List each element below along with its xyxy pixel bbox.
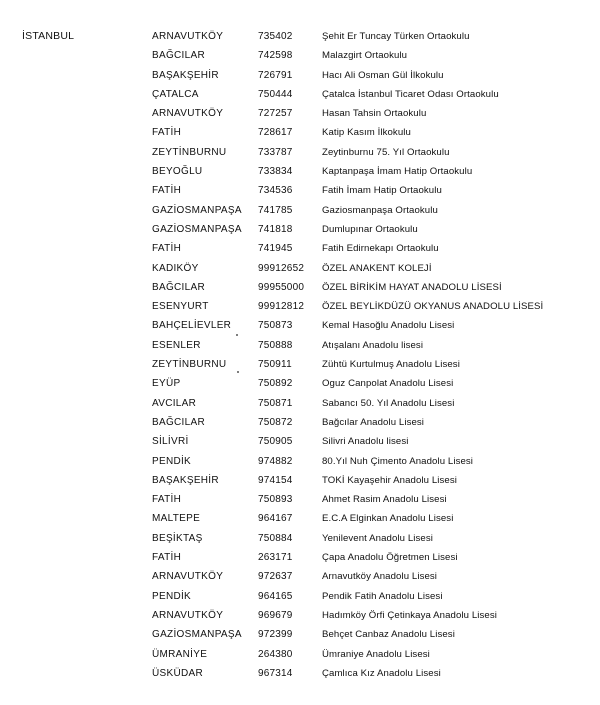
institution-code-cell: 974882 — [258, 455, 293, 467]
school-name-cell: ÖZEL ANAKENT KOLEJİ — [322, 262, 432, 274]
district-cell: KADIKÖY — [152, 262, 199, 274]
table-row — [0, 182, 600, 201]
district-cell: ARNAVUTKÖY — [152, 571, 224, 583]
school-name-cell: Oguz Canpolat Anadolu Lisesi — [322, 378, 454, 390]
school-name-cell: Çatalca İstanbul Ticaret Odası Ortaokulu — [322, 88, 499, 100]
table-row — [0, 607, 600, 626]
institution-code-cell: 969679 — [258, 609, 293, 621]
school-name-cell: ÖZEL BİRİKİM HAYAT ANADOLU LİSESİ — [322, 281, 502, 293]
institution-code-cell: 750884 — [258, 532, 293, 544]
school-name-cell: Atışalanı Anadolu lisesi — [322, 339, 424, 351]
school-name-cell: Silivri Anadolu lisesi — [322, 436, 409, 448]
table-row — [0, 105, 600, 124]
school-name-cell: 80.Yıl Nuh Çimento Anadolu Lisesi — [322, 455, 474, 467]
school-name-cell: Fatih İmam Hatip Ortaokulu — [322, 185, 442, 197]
district-cell: FATİH — [152, 552, 182, 564]
table-row — [0, 260, 600, 279]
district-cell: ÜMRANİYE — [152, 648, 208, 660]
table-row — [0, 221, 600, 240]
district-cell: ESENYURT — [152, 301, 209, 313]
table-row — [0, 375, 600, 394]
table-row — [0, 86, 600, 105]
school-name-cell: Şehit Er Tuncay Türken Ortaokulu — [322, 31, 470, 42]
institution-code-cell: 264380 — [258, 648, 293, 660]
school-name-cell: TOKİ Kayaşehir Anadolu Lisesi — [322, 474, 457, 486]
institution-code-cell: 733834 — [258, 166, 293, 178]
institution-code-cell: 735402 — [258, 31, 293, 42]
district-cell: ZEYTİNBURNU — [152, 359, 227, 371]
table-row — [0, 163, 600, 182]
table-row — [0, 240, 600, 259]
institution-code-cell: 750872 — [258, 416, 293, 428]
district-cell: EYÜP — [152, 378, 181, 390]
district-cell: FATİH — [152, 494, 182, 506]
district-cell: BEŞİKTAŞ — [152, 532, 203, 544]
institution-code-cell: 741785 — [258, 204, 293, 216]
school-name-cell: Katip Kasım İlkokulu — [322, 127, 411, 139]
institution-code-cell: 99955000 — [258, 281, 305, 293]
table-row — [0, 549, 600, 568]
institution-code-cell: 726791 — [258, 69, 293, 81]
table-row — [0, 530, 600, 549]
district-cell: BAĞCILAR — [152, 50, 205, 62]
scan-speck — [237, 371, 239, 373]
institution-code-cell: 741818 — [258, 223, 293, 235]
district-cell: GAZİOSMANPAŞA — [152, 204, 242, 216]
district-cell: AVCILAR — [152, 397, 197, 409]
district-cell: FATİH — [152, 243, 182, 255]
school-name-cell: Behçet Canbaz Anadolu Lisesi — [322, 629, 455, 641]
district-cell: PENDİK — [152, 455, 192, 467]
institution-code-cell: 750888 — [258, 339, 293, 351]
table-row — [0, 453, 600, 472]
institution-code-cell: 972399 — [258, 629, 293, 641]
institution-code-cell: 750905 — [258, 436, 293, 448]
institution-code-cell: 974154 — [258, 474, 293, 486]
district-cell: PENDİK — [152, 590, 192, 602]
institution-code-cell: 750911 — [258, 359, 292, 371]
table-row — [0, 47, 600, 66]
school-name-cell: Çapa Anadolu Öğretmen Lisesi — [322, 552, 458, 564]
school-name-cell: Hasan Tahsin Ortaokulu — [322, 108, 427, 120]
table-row — [0, 395, 600, 414]
school-name-cell: Zühtü Kurtulmuş Anadolu Lisesi — [322, 359, 460, 371]
district-cell: ÇATALCA — [152, 88, 199, 100]
district-cell: ARNAVUTKÖY — [152, 609, 224, 621]
table-row — [0, 510, 600, 529]
institution-code-cell: 99912652 — [258, 262, 305, 274]
city-label: İSTANBUL — [22, 30, 75, 42]
table-row — [0, 626, 600, 645]
district-cell: GAZİOSMANPAŞA — [152, 629, 242, 641]
school-name-cell: Arnavutköy Anadolu Lisesi — [322, 571, 438, 583]
school-name-cell: Sabancı 50. Yıl Anadolu Lisesi — [322, 397, 455, 409]
district-cell: ARNAVUTKÖY — [152, 108, 224, 120]
institution-code-cell: 741945 — [258, 243, 293, 255]
district-cell: FATİH — [152, 127, 182, 139]
school-name-cell: Pendik Fatih Anadolu Lisesi — [322, 590, 443, 602]
institution-code-cell: 734536 — [258, 185, 293, 197]
school-name-cell: Fatih Edirnekapı Ortaokulu — [322, 243, 439, 255]
institution-code-cell: 727257 — [258, 108, 293, 120]
institution-code-cell: 728617 — [258, 127, 293, 139]
school-name-cell: Kemal Hasoğlu Anadolu Lisesi — [322, 320, 455, 332]
school-name-cell: Ahmet Rasim Anadolu Lisesi — [322, 494, 447, 506]
institution-code-cell: 750444 — [258, 88, 293, 100]
school-name-cell: ÖZEL BEYLİKDÜZÜ OKYANUS ANADOLU LİSESİ — [322, 301, 544, 313]
school-name-cell: Yenilevent Anadolu Lisesi — [322, 532, 433, 544]
school-name-cell: Dumlupınar Ortaokulu — [322, 223, 418, 235]
institution-code-cell: 967314 — [258, 667, 293, 679]
school-name-cell: Zeytinburnu 75. Yıl Ortaokulu — [322, 146, 450, 158]
institution-code-cell: 964167 — [258, 513, 293, 525]
institution-code-cell: 750893 — [258, 494, 293, 506]
scan-speck — [236, 334, 238, 336]
district-cell: ÜSKÜDAR — [152, 667, 203, 679]
district-cell: ZEYTİNBURNU — [152, 146, 227, 158]
institution-code-cell: 99912812 — [258, 301, 305, 313]
district-cell: GAZİOSMANPAŞA — [152, 223, 242, 235]
school-name-cell: Ümraniye Anadolu Lisesi — [322, 648, 430, 660]
institution-code-cell: 263171 — [258, 552, 293, 564]
school-name-cell: Çamlıca Kız Anadolu Lisesi — [322, 667, 441, 679]
table-row — [0, 433, 600, 452]
table-row — [0, 337, 600, 356]
table-row — [0, 472, 600, 491]
table-row — [0, 279, 600, 298]
district-cell: BAĞCILAR — [152, 281, 205, 293]
table-row — [0, 646, 600, 665]
table-row — [0, 28, 600, 47]
table-row — [0, 665, 600, 684]
table-row — [0, 67, 600, 86]
district-cell: ARNAVUTKÖY — [152, 31, 224, 42]
school-name-cell: Kaptanpaşa İmam Hatip Ortaokulu — [322, 166, 473, 178]
table-row — [0, 144, 600, 163]
institution-code-cell: 742598 — [258, 50, 293, 62]
institution-code-cell: 750892 — [258, 378, 293, 390]
district-cell: ESENLER — [152, 339, 201, 351]
school-name-cell: Bağcılar Anadolu Lisesi — [322, 416, 425, 428]
table-row — [0, 317, 600, 336]
table-row — [0, 588, 600, 607]
table-row — [0, 202, 600, 221]
district-cell: BAHÇELİEVLER — [152, 320, 232, 332]
school-list — [0, 28, 600, 684]
district-cell: MALTEPE — [152, 513, 201, 525]
table-row — [0, 298, 600, 317]
institution-code-cell: 964165 — [258, 590, 293, 602]
district-cell: FATİH — [152, 185, 182, 197]
table-row — [0, 356, 600, 375]
institution-code-cell: 972637 — [258, 571, 293, 583]
school-name-cell: Malazgirt Ortaokulu — [322, 50, 408, 62]
table-row — [0, 491, 600, 510]
school-name-cell: Gaziosmanpaşa Ortaokulu — [322, 204, 438, 216]
school-name-cell: E.C.A Elginkan Anadolu Lisesi — [322, 513, 454, 525]
institution-code-cell: 733787 — [258, 146, 293, 158]
school-name-cell: Hadımköy Örfi Çetinkaya Anadolu Lisesi — [322, 609, 497, 621]
institution-code-cell: 750871 — [258, 397, 293, 409]
district-cell: SİLİVRİ — [152, 436, 189, 448]
district-cell: BAŞAKŞEHİR — [152, 474, 219, 486]
table-row — [0, 414, 600, 433]
district-cell: BAĞCILAR — [152, 416, 205, 428]
institution-code-cell: 750873 — [258, 320, 293, 332]
table-row — [0, 124, 600, 143]
school-name-cell: Hacı Ali Osman Gül İlkokulu — [322, 69, 444, 81]
district-cell: BEYOĞLU — [152, 166, 203, 178]
district-cell: BAŞAKŞEHİR — [152, 69, 219, 81]
table-row — [0, 568, 600, 587]
